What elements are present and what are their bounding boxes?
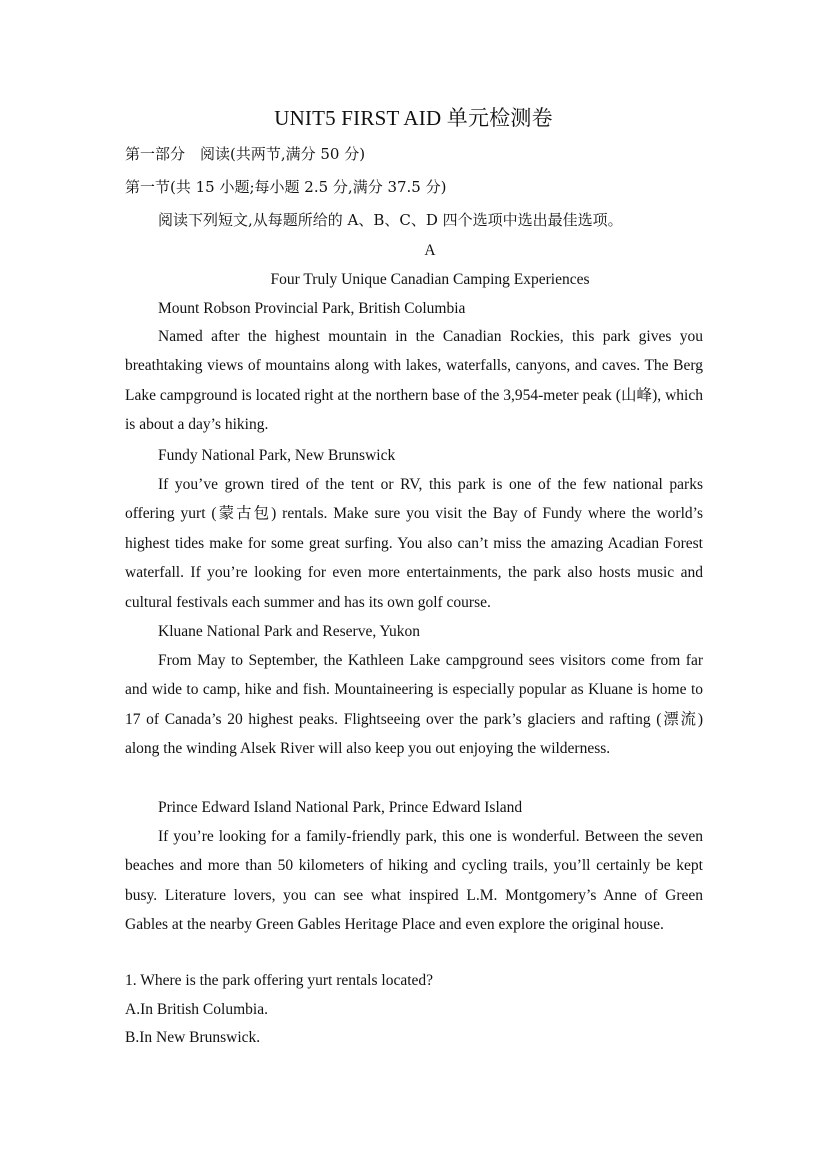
passage-title: Four Truly Unique Canadian Camping Experiences <box>270 271 590 288</box>
question-stem: 1. Where is the park offering yurt rentals located? <box>125 972 434 989</box>
park-name: Fundy National Park, New Brunswick <box>158 447 396 464</box>
park-description: If you’re looking for a family-friendly park, this one is wonderful. Between the seven beaches and more than 50 kilometers of hiking and cycling trails, you’ll certainly be kept busy. Literature lovers, you can see what inspired L.M. Montgomery’s Anne of Green Gables at the nearby Green Gables Heritage Place and even explore the original house. <box>125 828 703 934</box>
question-option: A.In British Columbia. <box>125 1001 268 1018</box>
park-name: Mount Robson Provincial Park, British Columbia <box>158 300 466 317</box>
instruction-text: 阅读下列短文,从每题所给的 A、B、C、D 四个选项中选出最佳选项。 <box>158 211 623 229</box>
section-heading: 第一节(共 15 小题;每小题 2.5 分,满分 37.5 分) <box>125 178 447 196</box>
park-name: Prince Edward Island National Park, Prince Edward Island <box>158 799 523 816</box>
park-name: Kluane National Park and Reserve, Yukon <box>158 623 420 640</box>
part-heading: 第一部分 阅读(共两节,满分 50 分) <box>125 145 366 163</box>
park-description: From May to September, the Kathleen Lake campground sees visitors come from far and wide to camp, hike and fish. Mountaineering is especially popular as Kluane is home to 17 of Canada’s 20 highest peaks. Flightseeing over the park’s glaciers and rafting (漂流) along the winding Alsek River will also keep you out enjoying the wilderness. <box>125 652 703 758</box>
question-option: B.In New Brunswick. <box>125 1029 261 1046</box>
park-description: If you’ve grown tired of the tent or RV, this park is one of the few national parks offering yurt (蒙古包) rentals. Make sure you visit the Bay of Fundy where the world’s highest tides make for some great surfing. You also can’t miss the amazing Acadian Forest waterfall. If you’re looking for even more entertainments, the park also hosts music and cultural festivals each summer and has its own golf course. <box>125 476 703 611</box>
passage-label: A <box>424 242 436 259</box>
park-description: Named after the highest mountain in the Canadian Rockies, this park gives you breathtaking views of mountains along with lakes, waterfalls, canyons, and caves. The Berg Lake campground is located right at the northern base of the 3,954-meter peak (山峰), which is about a day’s hiking. <box>125 328 703 434</box>
document-title: UNIT5 FIRST AID 单元检测卷 <box>274 106 553 130</box>
